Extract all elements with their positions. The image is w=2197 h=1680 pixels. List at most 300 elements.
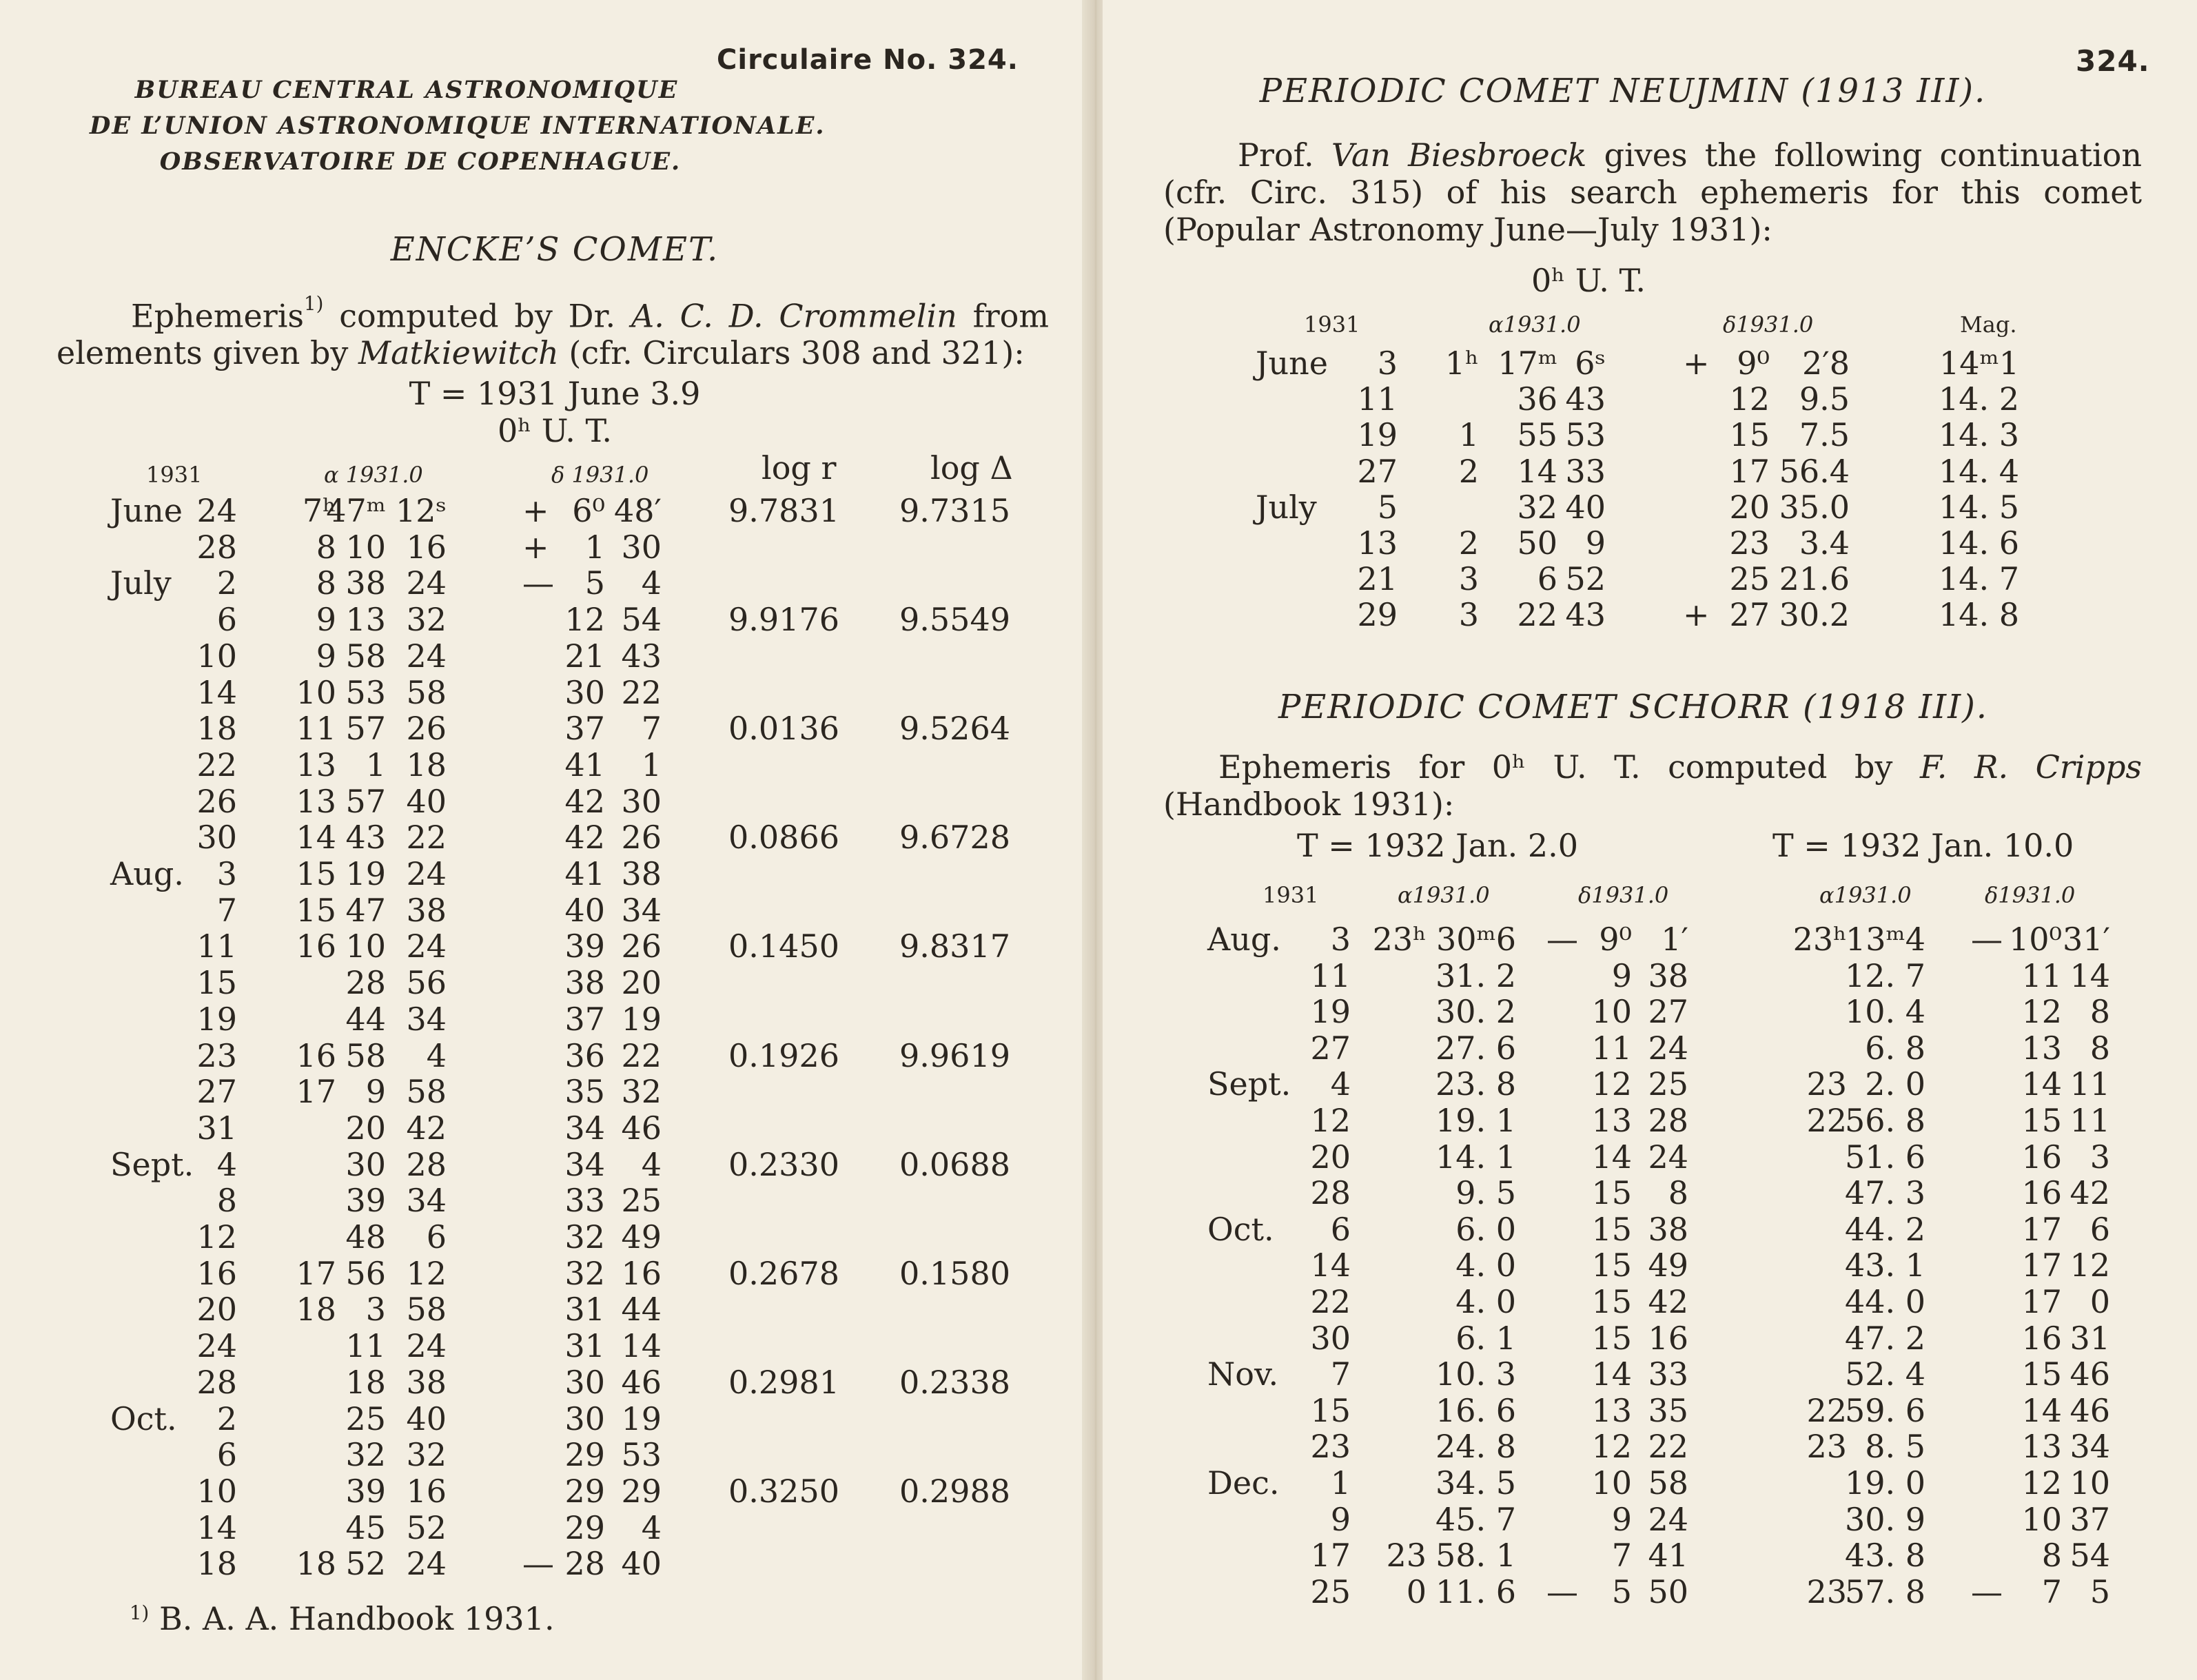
encke-ra-seconds: 4 <box>426 1036 447 1074</box>
neujmin-magnitude: 14. 2 <box>1938 380 2019 418</box>
schorr-ra2-minutes: 56. 8 <box>1844 1102 1925 1139</box>
encke-dec-degrees: 37 <box>564 710 605 748</box>
encke-log-r: 9.7831 <box>728 492 839 529</box>
neujmin-month: July <box>1256 488 1317 526</box>
schorr-head-delta-1: δ1931.0 <box>1578 882 1669 908</box>
encke-ra-hours: 17 <box>296 1254 336 1292</box>
schorr-ra1-minutes: 24. 8 <box>1435 1428 1516 1466</box>
encke-dec-minutes: 53 <box>621 1436 662 1474</box>
encke-ra-minutes: 58 <box>345 637 386 675</box>
neujmin-ra-minutes: 6 <box>1537 560 1557 598</box>
schorr-month: Sept. <box>1207 1065 1291 1103</box>
neujmin-ra-hours: 3 <box>1458 596 1479 634</box>
encke-ra-minutes: 19 <box>345 855 386 892</box>
encke-ra-seconds: 52 <box>406 1508 447 1546</box>
encke-intro: Ephemeris$^{1)}$ computed by Dr. A. C. D. Crommelin from elements given by Matkiewitch (cfr. Circulars 308 and 321): <box>57 292 1049 372</box>
encke-ra-minutes: 3 <box>365 1291 386 1329</box>
encke-ra-hours: 10 <box>296 673 336 711</box>
schorr-month: Aug. <box>1207 921 1281 958</box>
encke-ra-seconds: 26 <box>406 710 447 748</box>
encke-log-delta: 9.9619 <box>899 1036 1010 1074</box>
encke-dec-degrees: 37 <box>564 1000 605 1038</box>
schorr-ra2-minutes: 6. 8 <box>1865 1029 1925 1067</box>
bureau-line-2: DE L’UNION ASTRONOMIQUE INTERNATIONALE. <box>90 112 826 140</box>
author-name: Van Biesbroeck <box>1331 136 1587 174</box>
schorr-day: 9 <box>1330 1500 1351 1538</box>
neujmin-ra-hours: 1ʰ <box>1444 345 1479 382</box>
encke-ra-minutes: 56 <box>345 1254 386 1292</box>
encke-ra-hours: 15 <box>296 891 336 929</box>
encke-ra-minutes: 44 <box>345 1000 386 1038</box>
schorr-dec2-minutes: 34 <box>2070 1428 2110 1466</box>
neujmin-ra-seconds: 6ˢ <box>1575 345 1606 382</box>
encke-ra-minutes: 11 <box>345 1327 386 1365</box>
schorr-dec2-degrees: 12 <box>2021 1464 2062 1502</box>
encke-ra-minutes: 25 <box>345 1400 386 1437</box>
schorr-dec1-minutes: 16 <box>1648 1319 1688 1357</box>
neujmin-dec-minutes: 9.5 <box>1799 380 1850 418</box>
schorr-dec2-degrees: 11 <box>2021 956 2062 994</box>
encke-day: 4 <box>216 1145 237 1183</box>
author-name: A. C. D. Crommelin <box>631 297 957 335</box>
page-number: 324. <box>2076 44 2150 78</box>
neujmin-dec-degrees: 27 <box>1729 596 1770 634</box>
neujmin-magnitude: 14ᵐ1 <box>1939 345 2019 382</box>
schorr-head-alpha-2: α1931.0 <box>1819 882 1912 908</box>
schorr-ra2-minutes: 2. 0 <box>1865 1065 1925 1103</box>
neujmin-title: PERIODIC COMET NEUJMIN (1913 III). <box>1259 72 1987 110</box>
neujmin-ra-seconds: 53 <box>1565 416 1606 454</box>
encke-dec-degrees: 42 <box>564 782 605 820</box>
encke-month: July <box>110 564 172 602</box>
encke-dec-degrees: 32 <box>564 1218 605 1256</box>
col-head-delta: δ 1931.0 <box>551 462 649 488</box>
encke-ra-minutes: 1 <box>365 746 386 783</box>
schorr-day: 28 <box>1310 1174 1351 1212</box>
encke-dec-degrees: 30 <box>564 1400 605 1437</box>
encke-day: 26 <box>196 782 237 820</box>
schorr-dec1-degrees: 12 <box>1591 1065 1632 1103</box>
encke-log-r: 0.0866 <box>728 819 839 857</box>
schorr-ra2-minutes: 51. 6 <box>1844 1138 1925 1176</box>
schorr-ra2-minutes: 12. 7 <box>1844 956 1925 994</box>
encke-dec-minutes: 25 <box>621 1182 662 1220</box>
schorr-dec2-degrees: 8 <box>2041 1537 2062 1575</box>
schorr-dec1-sign: — <box>1546 921 1578 958</box>
encke-day: 23 <box>196 1036 237 1074</box>
schorr-dec2-minutes: 10 <box>2070 1464 2110 1502</box>
schorr-dec1-degrees: 9 <box>1611 1500 1632 1538</box>
schorr-ra2-hours: 23ʰ <box>1792 921 1847 958</box>
encke-day: 2 <box>216 1400 237 1437</box>
encke-day: 22 <box>196 746 237 783</box>
encke-day: 10 <box>196 637 237 675</box>
encke-log-delta: 0.0688 <box>899 1145 1010 1183</box>
encke-ra-minutes: 47 <box>345 891 386 929</box>
encke-log-delta: 0.1580 <box>899 1254 1010 1292</box>
schorr-day: 14 <box>1310 1247 1351 1284</box>
encke-dec-minutes: 7 <box>641 710 662 748</box>
encke-ra-hours: 16 <box>296 928 336 965</box>
schorr-ra1-minutes: 6. 1 <box>1455 1319 1516 1357</box>
encke-dec-degrees: 12 <box>564 601 605 639</box>
neujmin-dec-degrees: 12 <box>1729 380 1770 418</box>
encke-dec-degrees: 34 <box>564 1145 605 1183</box>
neujmin-day: 29 <box>1357 596 1398 634</box>
encke-ra-seconds: 12 <box>406 1254 447 1292</box>
schorr-ra2-minutes: 10. 4 <box>1844 993 1925 1031</box>
right-page <box>1103 0 2197 1680</box>
encke-ra-seconds: 12ˢ <box>395 492 447 529</box>
neujmin-ra-seconds: 52 <box>1565 560 1606 598</box>
neujmin-dec-degrees: 9⁰ <box>1737 345 1770 382</box>
encke-month: Aug. <box>110 855 184 892</box>
col-head-logr: log r <box>762 449 837 486</box>
neujmin-dec-sign: + <box>1683 345 1710 382</box>
encke-dec-degrees: 41 <box>564 746 605 783</box>
encke-log-r: 0.1926 <box>728 1036 839 1074</box>
ut-line: 0ʰ U. T. <box>497 412 613 449</box>
neujmin-ra-seconds: 33 <box>1565 452 1606 490</box>
schorr-dec2-sign: — <box>1971 1573 2003 1610</box>
schorr-dec2-minutes: 31′ <box>2063 921 2110 958</box>
neujmin-ra-minutes: 32 <box>1517 488 1557 526</box>
neujmin-day: 3 <box>1377 345 1398 382</box>
schorr-dec1-degrees: 11 <box>1591 1029 1632 1067</box>
encke-dec-minutes: 4 <box>641 564 662 602</box>
encke-dec-minutes: 22 <box>621 673 662 711</box>
schorr-day: 12 <box>1310 1102 1351 1139</box>
schorr-ra2-minutes: 43. 1 <box>1844 1247 1925 1284</box>
schorr-ra2-minutes: 30. 9 <box>1844 1500 1925 1538</box>
neujmin-day: 21 <box>1357 560 1398 598</box>
schorr-dec2-minutes: 11 <box>2070 1102 2110 1139</box>
encke-ra-hours: 7ʰ <box>302 492 336 529</box>
encke-dec-degrees: 34 <box>564 1109 605 1147</box>
schorr-dec2-minutes: 46 <box>2070 1391 2110 1429</box>
encke-ra-hours: 18 <box>296 1545 336 1583</box>
encke-ra-seconds: 6 <box>426 1218 447 1256</box>
encke-ra-seconds: 18 <box>406 746 447 783</box>
encke-day: 6 <box>216 1436 237 1474</box>
encke-day: 8 <box>216 1182 237 1220</box>
encke-ra-hours: 14 <box>296 819 336 857</box>
schorr-dec2-minutes: 8 <box>2089 1029 2110 1067</box>
schorr-dec1-degrees: 15 <box>1591 1319 1632 1357</box>
encke-log-delta: 9.6728 <box>899 819 1010 857</box>
schorr-dec2-minutes: 14 <box>2070 956 2110 994</box>
schorr-ra1-hours: 23 <box>1386 1537 1427 1575</box>
encke-dec-sign: — <box>522 564 554 602</box>
schorr-day: 23 <box>1310 1428 1351 1466</box>
encke-ra-seconds: 32 <box>406 601 447 639</box>
encke-ra-hours: 15 <box>296 855 336 892</box>
encke-dec-degrees: 36 <box>564 1036 605 1074</box>
encke-ra-seconds: 24 <box>406 928 447 965</box>
schorr-ra2-minutes: 44. 0 <box>1844 1283 1925 1320</box>
encke-ra-hours: 8 <box>316 528 336 566</box>
encke-ra-minutes: 39 <box>345 1182 386 1220</box>
schorr-dec1-degrees: 5 <box>1611 1573 1632 1610</box>
schorr-perihelion-1: T = 1932 Jan. 2.0 <box>1297 827 1579 864</box>
schorr-day: 11 <box>1310 956 1351 994</box>
encke-ra-minutes: 57 <box>345 710 386 748</box>
neujmin-magnitude: 14. 3 <box>1938 416 2019 454</box>
encke-ra-minutes: 32 <box>345 1436 386 1474</box>
neujmin-magnitude: 14. 8 <box>1938 596 2019 634</box>
source-name: Matkiewitch <box>358 334 559 372</box>
schorr-ra1-minutes: 34. 5 <box>1435 1464 1516 1502</box>
schorr-dec2-degrees: 10⁰ <box>2009 921 2062 958</box>
neujmin-dec-degrees: 17 <box>1729 452 1770 490</box>
schorr-month: Oct. <box>1207 1210 1274 1248</box>
encke-log-r: 0.3250 <box>728 1472 839 1510</box>
schorr-ra1-minutes: 23. 8 <box>1435 1065 1516 1103</box>
encke-ra-seconds: 24 <box>406 855 447 892</box>
neujmin-magnitude: 14. 6 <box>1938 524 2019 562</box>
encke-ra-seconds: 22 <box>406 819 447 857</box>
neujmin-day: 27 <box>1357 452 1398 490</box>
encke-dec-minutes: 46 <box>621 1109 662 1147</box>
encke-dec-minutes: 26 <box>621 819 662 857</box>
neujmin-intro: Prof. Van Biesbroeck gives the following continuation (cfr. Circ. 315) of his search ephemeris for this comet (Popular Astronomy June—July 1931): <box>1163 136 2142 248</box>
encke-ra-minutes: 57 <box>345 782 386 820</box>
encke-ra-seconds: 58 <box>406 673 447 711</box>
encke-ra-seconds: 38 <box>406 891 447 929</box>
encke-dec-degrees: 42 <box>564 819 605 857</box>
schorr-dec1-degrees: 9 <box>1611 956 1632 994</box>
encke-day: 10 <box>196 1472 237 1510</box>
encke-ra-minutes: 45 <box>345 1508 386 1546</box>
encke-dec-degrees: 32 <box>564 1254 605 1292</box>
schorr-day: 15 <box>1310 1391 1351 1429</box>
schorr-ra2-hours: 22 <box>1806 1102 1847 1139</box>
schorr-dec1-degrees: 10 <box>1591 993 1632 1031</box>
schorr-ra2-minutes: 59. 6 <box>1844 1391 1925 1429</box>
encke-dec-minutes: 14 <box>621 1327 662 1365</box>
encke-day: 15 <box>196 964 237 1002</box>
encke-ra-seconds: 38 <box>406 1363 447 1401</box>
schorr-dec1-minutes: 58 <box>1648 1464 1688 1502</box>
schorr-day: 3 <box>1330 921 1351 958</box>
schorr-ra2-minutes: 47. 2 <box>1844 1319 1925 1357</box>
encke-dec-degrees: 5 <box>584 564 605 602</box>
encke-ra-minutes: 10 <box>345 528 386 566</box>
encke-day: 18 <box>196 1545 237 1583</box>
schorr-dec2-degrees: 14 <box>2021 1065 2062 1103</box>
neujmin-dec-minutes: 30.2 <box>1779 596 1850 634</box>
perihelion-line: T = 1931 June 3.9 <box>409 375 701 412</box>
schorr-dec2-degrees: 13 <box>2021 1029 2062 1067</box>
schorr-day: 19 <box>1310 993 1351 1031</box>
schorr-dec1-sign: — <box>1546 1573 1578 1610</box>
neujmin-day: 11 <box>1357 380 1398 418</box>
encke-ra-seconds: 24 <box>406 564 447 602</box>
neujmin-ra-minutes: 14 <box>1517 452 1557 490</box>
encke-dec-degrees: 21 <box>564 637 605 675</box>
encke-dec-minutes: 30 <box>621 528 662 566</box>
encke-log-r: 0.0136 <box>728 710 839 748</box>
neujmin-magnitude: 14. 4 <box>1938 452 2019 490</box>
schorr-ra1-minutes: 31. 2 <box>1435 956 1516 994</box>
encke-log-r: 0.1450 <box>728 928 839 965</box>
encke-dec-sign: — <box>522 1545 554 1583</box>
schorr-ra2-hours: 23 <box>1806 1573 1847 1610</box>
encke-day: 12 <box>196 1218 237 1256</box>
encke-month: Oct. <box>110 1400 177 1437</box>
encke-ra-seconds: 40 <box>406 1400 447 1437</box>
schorr-dec2-degrees: 16 <box>2021 1174 2062 1212</box>
encke-ra-hours: 9 <box>316 637 336 675</box>
schorr-day: 1 <box>1330 1464 1351 1502</box>
schorr-ra2-hours: 23 <box>1806 1428 1847 1466</box>
encke-dec-minutes: 54 <box>621 601 662 639</box>
schorr-dec1-degrees: 13 <box>1591 1102 1632 1139</box>
encke-dec-minutes: 26 <box>621 928 662 965</box>
encke-dec-minutes: 4 <box>641 1508 662 1546</box>
schorr-dec2-degrees: 14 <box>2021 1391 2062 1429</box>
encke-log-delta: 0.2338 <box>899 1363 1010 1401</box>
encke-ra-minutes: 38 <box>345 564 386 602</box>
schorr-ra1-minutes: 30ᵐ6 <box>1435 921 1516 958</box>
schorr-ra1-minutes: 11. 6 <box>1435 1573 1516 1610</box>
encke-dec-sign: + <box>522 528 549 566</box>
schorr-day: 30 <box>1310 1319 1351 1357</box>
neujmin-magnitude: 14. 7 <box>1938 560 2019 598</box>
schorr-ra2-minutes: 43. 8 <box>1844 1537 1925 1575</box>
neujmin-head-mag: Mag. <box>1960 311 2017 338</box>
schorr-ra1-minutes: 27. 6 <box>1435 1029 1516 1067</box>
col-head-logd: log Δ <box>930 449 1013 486</box>
encke-dec-minutes: 49 <box>621 1218 662 1256</box>
encke-title: ENCKE’S COMET. <box>390 230 719 269</box>
encke-ra-minutes: 10 <box>345 928 386 965</box>
encke-dec-minutes: 44 <box>621 1291 662 1329</box>
encke-dec-degrees: 31 <box>564 1327 605 1365</box>
encke-dec-degrees: 29 <box>564 1472 605 1510</box>
encke-ra-seconds: 40 <box>406 782 447 820</box>
col-head-alpha: α 1931.0 <box>324 462 423 488</box>
encke-ra-seconds: 32 <box>406 1436 447 1474</box>
neujmin-ra-seconds: 9 <box>1585 524 1606 562</box>
schorr-dec2-degrees: 16 <box>2021 1319 2062 1357</box>
bureau-line-1: BUREAU CENTRAL ASTRONOMIQUE <box>134 76 679 104</box>
neujmin-head-year: 1931 <box>1304 311 1360 338</box>
encke-dec-minutes: 32 <box>621 1073 662 1111</box>
schorr-dec2-degrees: 12 <box>2021 993 2062 1031</box>
schorr-ra2-hours: 22 <box>1806 1391 1847 1429</box>
schorr-dec1-minutes: 25 <box>1648 1065 1688 1103</box>
neujmin-dec-minutes: 7.5 <box>1799 416 1850 454</box>
neujmin-dec-minutes: 35.0 <box>1779 488 1850 526</box>
encke-dec-degrees: 6⁰ <box>572 492 605 529</box>
schorr-dec2-minutes: 3 <box>2089 1138 2110 1176</box>
schorr-dec1-degrees: 14 <box>1591 1355 1632 1393</box>
schorr-dec1-degrees: 7 <box>1611 1537 1632 1575</box>
encke-ra-seconds: 34 <box>406 1182 447 1220</box>
encke-dec-minutes: 40 <box>621 1545 662 1583</box>
neujmin-ra-seconds: 40 <box>1565 488 1606 526</box>
encke-dec-minutes: 34 <box>621 891 662 929</box>
encke-ra-minutes: 52 <box>345 1545 386 1583</box>
schorr-dec2-degrees: 7 <box>2041 1573 2062 1610</box>
schorr-intro: Ephemeris for 0ʰ U. T. computed by F. R. Cripps (Handbook 1931): <box>1163 748 2142 823</box>
schorr-dec2-minutes: 5 <box>2089 1573 2110 1610</box>
encke-day: 24 <box>196 492 237 529</box>
schorr-dec1-minutes: 28 <box>1648 1102 1688 1139</box>
schorr-day: 17 <box>1310 1537 1351 1575</box>
schorr-ra1-minutes: 58. 1 <box>1435 1537 1516 1575</box>
schorr-dec1-degrees: 15 <box>1591 1210 1632 1248</box>
encke-day: 28 <box>196 528 237 566</box>
schorr-ra2-minutes: 8. 5 <box>1865 1428 1925 1466</box>
encke-log-delta: 0.2988 <box>899 1472 1010 1510</box>
encke-ra-minutes: 18 <box>345 1363 386 1401</box>
encke-dec-degrees: 35 <box>564 1073 605 1111</box>
neujmin-ra-minutes: 55 <box>1517 416 1557 454</box>
encke-day: 27 <box>196 1073 237 1111</box>
neujmin-ra-minutes: 50 <box>1517 524 1557 562</box>
encke-log-delta: 9.5264 <box>899 710 1010 748</box>
encke-log-r: 9.9176 <box>728 601 839 639</box>
encke-day: 28 <box>196 1363 237 1401</box>
schorr-day: 20 <box>1310 1138 1351 1176</box>
encke-log-delta: 9.7315 <box>899 492 1010 529</box>
schorr-dec1-degrees: 15 <box>1591 1283 1632 1320</box>
neujmin-ra-minutes: 36 <box>1517 380 1557 418</box>
schorr-ra2-hours: 23 <box>1806 1065 1847 1103</box>
encke-day: 20 <box>196 1291 237 1329</box>
encke-dec-minutes: 19 <box>621 1000 662 1038</box>
encke-ra-minutes: 39 <box>345 1472 386 1510</box>
encke-dec-minutes: 30 <box>621 782 662 820</box>
author-name: F. R. Cripps <box>1919 748 2142 786</box>
neujmin-dec-minutes: 3.4 <box>1799 524 1850 562</box>
encke-ra-seconds: 16 <box>406 1472 447 1510</box>
schorr-dec1-minutes: 24 <box>1648 1138 1688 1176</box>
schorr-dec1-minutes: 38 <box>1648 956 1688 994</box>
neujmin-ra-hours: 1 <box>1458 416 1479 454</box>
encke-dec-minutes: 20 <box>621 964 662 1002</box>
encke-dec-degrees: 39 <box>564 928 605 965</box>
schorr-head-delta-2: δ1931.0 <box>1985 882 2076 908</box>
encke-day: 24 <box>196 1327 237 1365</box>
schorr-day: 22 <box>1310 1283 1351 1320</box>
encke-ra-minutes: 53 <box>345 673 386 711</box>
encke-month: Sept. <box>110 1145 194 1183</box>
neujmin-ra-seconds: 43 <box>1565 380 1606 418</box>
neujmin-dec-minutes: 56.4 <box>1779 452 1850 490</box>
schorr-dec2-minutes: 8 <box>2089 993 2110 1031</box>
encke-dec-degrees: 41 <box>564 855 605 892</box>
schorr-dec2-degrees: 15 <box>2021 1102 2062 1139</box>
encke-day: 30 <box>196 819 237 857</box>
neujmin-day: 13 <box>1357 524 1398 562</box>
encke-ra-seconds: 58 <box>406 1073 447 1111</box>
encke-log-r: 0.2981 <box>728 1363 839 1401</box>
neujmin-dec-minutes: 2′8 <box>1802 345 1850 382</box>
schorr-head-year: 1931 <box>1263 882 1319 908</box>
encke-day: 7 <box>216 891 237 929</box>
schorr-ra2-minutes: 44. 2 <box>1844 1210 1925 1248</box>
encke-ra-seconds: 58 <box>406 1291 447 1329</box>
encke-day: 18 <box>196 710 237 748</box>
neujmin-ra-hours: 3 <box>1458 560 1479 598</box>
schorr-dec2-degrees: 16 <box>2021 1138 2062 1176</box>
neujmin-ra-seconds: 43 <box>1565 596 1606 634</box>
encke-dec-sign: + <box>522 492 549 529</box>
schorr-ra2-minutes: 13ᵐ4 <box>1845 921 1925 958</box>
